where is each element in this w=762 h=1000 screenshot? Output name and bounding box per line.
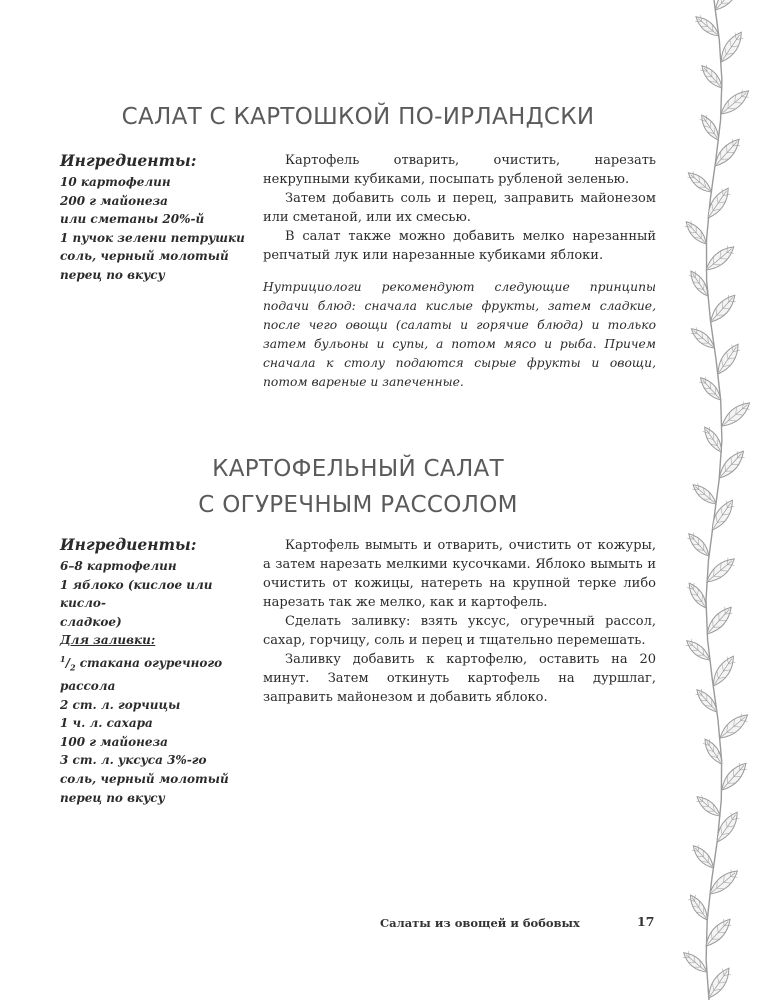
instruction-paragraph: Затем добавить соль и перец, заправить майонезом или сметаной, или их смесью. <box>263 191 656 225</box>
ingredient-item: 10 картофелин <box>60 175 171 189</box>
instruction-paragraph: Картофель отварить, очистить, нарезать некрупными кубиками, посыпать рубленой зеленью. <box>263 153 656 187</box>
recipe-instructions-1 <box>263 151 656 265</box>
recipe-title-2-line1: КАРТОФЕЛЬНЫЙ САЛАТ <box>212 456 504 482</box>
ingredient-item: соль, черный молотый <box>60 249 229 264</box>
fraction-numerator: 1 <box>60 653 66 664</box>
recipe-title-1: САЛАТ С КАРТОШКОЙ ПО-ИРЛАНДСКИ <box>121 104 595 130</box>
ingredient-item: или сметаны 20%-й <box>60 212 205 227</box>
ingredients-heading: Ингредиенты: <box>60 535 197 554</box>
filling-heading: Для заливки: <box>60 633 156 648</box>
ingredient-item: 3 ст. л. уксуса 3%-го <box>60 753 207 768</box>
ingredient-item: $^1/_2$ стакана огуречного <box>60 653 223 673</box>
recipe-title-2-line2: С ОГУРЕЧНЫМ РАССОЛОМ <box>198 492 518 518</box>
recipe-instructions-2 <box>263 536 656 707</box>
ingredient-item: 2 ст. л. горчицы <box>60 697 181 712</box>
leaf-vine-icon <box>666 0 762 1000</box>
fraction-text: стакана огуречного <box>75 655 223 670</box>
ingredients-list-2 <box>60 534 260 807</box>
ingredient-item: соль, черный молотый <box>60 771 229 786</box>
ingredient-item: 100 г майонеза <box>60 734 168 749</box>
ingredients-list-1 <box>60 150 260 285</box>
ingredient-item: сладкое) <box>60 614 122 629</box>
ingredient-item: 200 г майонеза <box>60 193 168 208</box>
instruction-paragraph: В салат также можно добавить мелко нарезанный репчатый лук или нарезанные кубиками яблоки. <box>263 229 656 263</box>
ingredient-item: перец по вкусу <box>60 267 165 282</box>
ingredient-item: перец по вкусу <box>60 790 165 805</box>
ingredient-item: рассола <box>60 678 116 693</box>
running-footer: Салаты из овощей и бобовых <box>380 916 580 930</box>
ingredient-item: 6–8 картофелин <box>60 559 177 573</box>
ingredient-item: 1 яблоко (кислое или кисло- <box>60 577 213 611</box>
ingredient-item: 1 пучок зелени петрушки <box>60 230 245 245</box>
instruction-paragraph: Картофель вымыть и отварить, очистить от кожуры, а затем нарезать мелкими кусочками. Яблоко вымыть и очистить от кожицы, натереть на крупной терке либо нарезать так же мелко, как и картофель. <box>263 538 656 610</box>
instruction-paragraph: Заливку добавить к картофелю, оставить на 20 минут. Затем откинуть картофель на дуршлаг, заправить майонезом и добавить яблоко. <box>263 652 656 705</box>
instruction-paragraph: Сделать заливку: взять уксус, огуречный рассол, сахар, горчицу, соль и перец и тщательно перемешать. <box>263 614 656 648</box>
ingredients-heading: Ингредиенты: <box>60 151 197 170</box>
page-number: 17 <box>637 914 655 929</box>
nutrition-note: Нутрициологи рекомендуют следующие принципы подачи блюд: сначала кислые фрукты, затем сладкие, после чего овощи (салаты и горячие блюда) и только затем бульоны и супы, а потом мясо и рыба. Причем сначала к столу подаются сырые фрукты и овощи, потом вареные и запеченные. <box>263 280 656 389</box>
fraction-denominator: 2 <box>69 662 76 673</box>
ingredient-item: 1 ч. л. сахара <box>60 716 153 731</box>
